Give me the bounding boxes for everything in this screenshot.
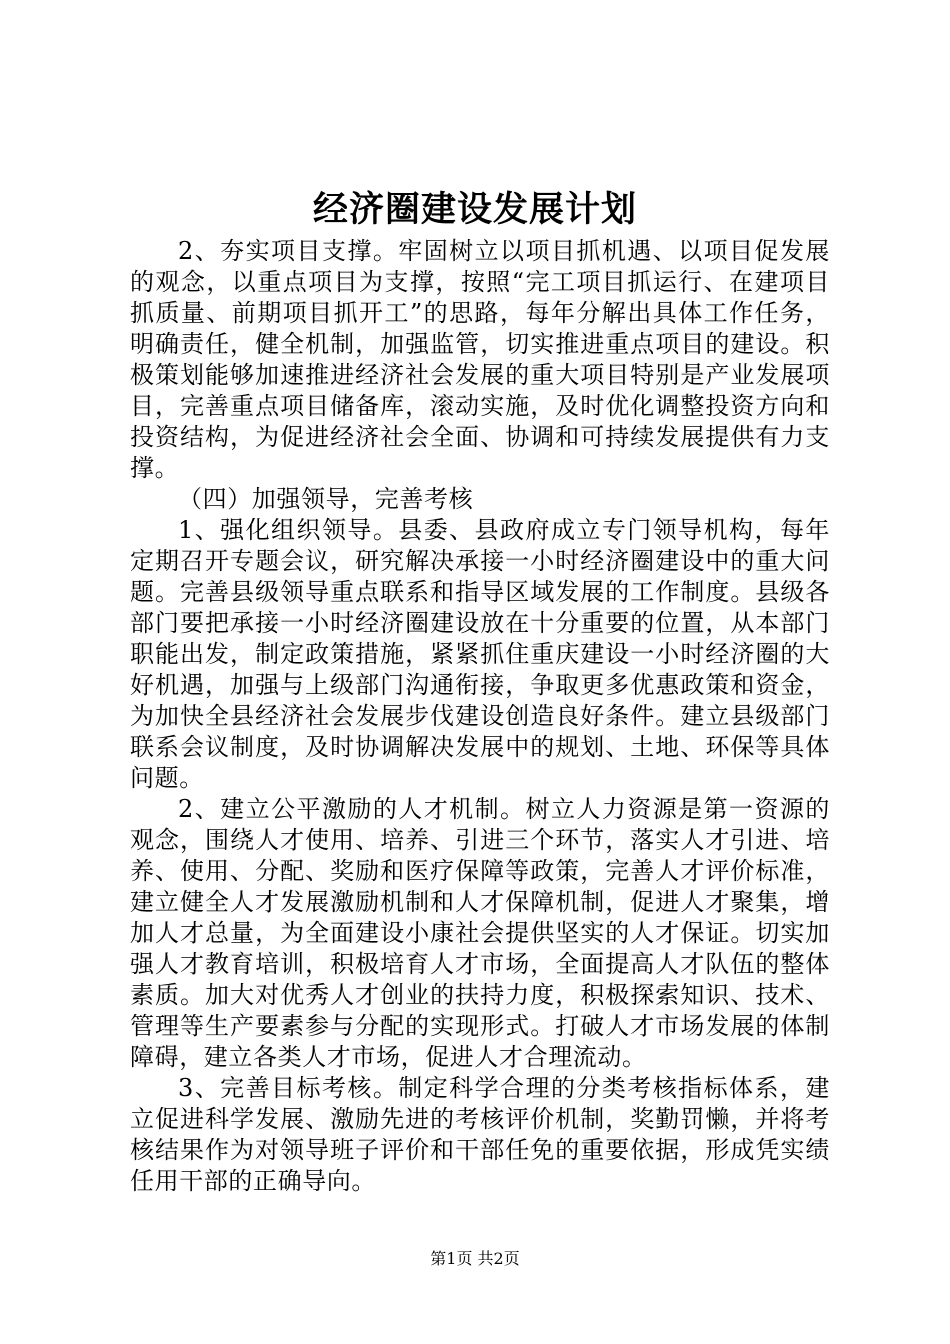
paragraph-project-support: 2、夯实项目支撑。牢固树立以项目抓机遇、以项目促发展的观念，以重点项目为支撑，按照“完工项目抓运行、在建项目抓质量、前期项目抓开工”的思路，每年分解出具体工作任务，明确责任，健全机制，加强监管，切实推进重点项目的建设。积极策划能够加速推进经济社会发展的重大项目特别是产业发展项目，完善重点项目储备库，滚动实施，及时优化调整投资方向和投资结构，为促进经济社会全面、协调和可持续发展提供有力支撑。 — [130, 237, 830, 482]
paragraph-talent-mechanism: 2、建立公平激励的人才机制。树立人力资源是第一资源的观念，围绕人才使用、培养、引进三个环节，落实人才引进、培养、使用、分配、奖励和医疗保障等政策，完善人才评价标准，建立健全人才发展激励机制和人才保障机制，促进人才聚集，增加人才总量，为全面建设小康社会提供坚实的人才保证。切实加强人才教育培训，积极培育人才市场，全面提高人才队伍的整体素质。加大对优秀人才创业的扶持力度，积极探索知识、技术、管理等生产要素参与分配的实现形式。打破人才市场发展的体制障碍，建立各类人才市场，促进人才合理流动。 — [130, 795, 830, 1071]
page-number-footer: 第1页 共2页 — [430, 1249, 520, 1268]
document-title: 经济圈建设发展计划 — [312, 190, 637, 230]
section-heading-leadership: （四）加强领导，完善考核 — [178, 485, 474, 513]
paragraph-organization-leadership: 1、强化组织领导。县委、县政府成立专门领导机构，每年定期召开专题会议，研究解决承接一小时经济圈建设中的重大问题。完善县级领导重点联系和指导区域发展的工作制度。县级各部门要把承接一小时经济圈建设放在十分重要的位置，从本部门职能出发，制定政策措施，紧紧抓住重庆建设一小时经济圈的大好机遇，加强与上级部门沟通衔接，争取更多优惠政策和资金，为加快全县经济社会发展步伐建设创造良好条件。建立县级部门联系会议制度，及时协调解决发展中的规划、土地、环保等具体问题。 — [130, 516, 830, 792]
document-body — [130, 236, 830, 1197]
paragraph-target-assessment: 3、完善目标考核。制定科学合理的分类考核指标体系，建立促进科学发展、激励先进的考核评价机制，奖勤罚懒，并将考核结果作为对领导班子评价和干部任免的重要依据，形成凭实绩任用干部的正确导向。 — [130, 1074, 830, 1195]
